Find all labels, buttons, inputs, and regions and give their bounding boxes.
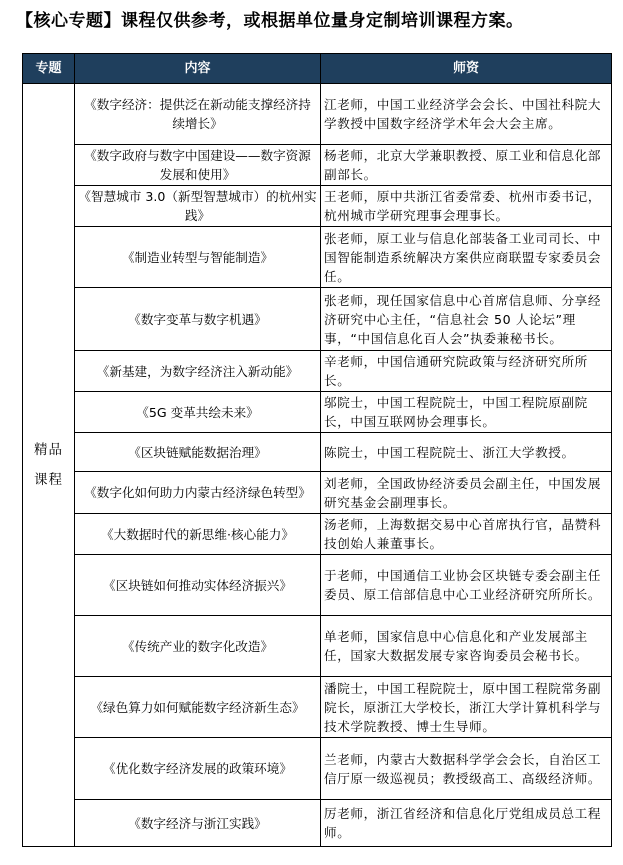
- course-teacher: 王老师，原中共浙江省委常委、杭州市委书记，杭州城市学研究理事会理事长。: [321, 186, 612, 227]
- course-teacher: 张老师，原工业与信息化部装备工业司司长、中国智能制造系统解决方案供应商联盟专家委员会任。: [321, 227, 612, 288]
- course-teacher: 厉老师，浙江省经济和信息化厅党组成员总工程师。: [321, 800, 612, 847]
- course-title: 《数字政府与数字中国建设——数字资源发展和使用》: [75, 145, 321, 186]
- table-row: [23, 145, 612, 186]
- course-teacher: 汤老师，上海数据交易中心首席执行官，晶赞科技创始人兼董事长。: [321, 514, 612, 555]
- course-teacher: 邬院士，中国工程院院士，中国工程院原副院长，中国互联网协会理事长。: [321, 392, 612, 433]
- course-teacher: 潘院士，中国工程院院士，原中国工程院常务副院长，原浙江大学校长，浙江大学计算机科学与技术学院教授、博士生导师。: [321, 677, 612, 738]
- course-teacher: 张老师，现任国家信息中心首席信息师、分享经济研究中心主任，“信息社会 50 人论坛”理事，“中国信息化百人会”执委兼秘书长。: [321, 288, 612, 351]
- course-title: 《数字化如何助力内蒙古经济绿色转型》: [75, 472, 321, 514]
- table-row: [23, 433, 612, 472]
- table-header-row: [23, 54, 612, 84]
- course-title: 《新基建，为数字经济注入新动能》: [75, 351, 321, 392]
- course-teacher: 杨老师，北京大学兼职教授、原工业和信息化部副部长。: [321, 145, 612, 186]
- table-row: [23, 677, 612, 738]
- header-teacher: 师资: [321, 54, 612, 84]
- topic-line: 课程: [34, 472, 63, 488]
- header-content: 内容: [75, 54, 321, 84]
- table-row: [23, 84, 612, 145]
- course-title: 《大数据时代的新思维·核心能力》: [75, 514, 321, 555]
- course-teacher: 陈院士，中国工程院院士、浙江大学教授。: [321, 433, 612, 472]
- course-title: 《5G 变革共绘未来》: [75, 392, 321, 433]
- table-row: [23, 392, 612, 433]
- course-teacher: 江老师，中国工业经济学会会长、中国社科院大学教授中国数字经济学术年会大会主席。: [321, 84, 612, 145]
- course-title: 《区块链赋能数据治理》: [75, 433, 321, 472]
- table-row: [23, 186, 612, 227]
- course-teacher: 单老师，国家信息中心信息化和产业发展部主任，国家大数据发展专家咨询委员会秘书长。: [321, 616, 612, 677]
- table-row: [23, 227, 612, 288]
- course-title: 《数字变革与数字机遇》: [75, 288, 321, 351]
- course-title: 《数字经济与浙江实践》: [75, 800, 321, 847]
- table-row: [23, 738, 612, 800]
- course-title: 《优化数字经济发展的政策环境》: [75, 738, 321, 800]
- course-teacher: 刘老师，全国政协经济委员会副主任，中国发展研究基金会副理事长。: [321, 472, 612, 514]
- table-row: [23, 351, 612, 392]
- table-row: [23, 472, 612, 514]
- course-teacher: 于老师，中国通信工业协会区块链专委会副主任委员、原工信部信息中心工业经济研究所所长。: [321, 555, 612, 616]
- header-topic: 专题: [23, 54, 75, 84]
- course-title: 《数字经济：提供泛在新动能支撑经济持续增长》: [75, 84, 321, 145]
- page-heading: 【核心专题】课程仅供参考，或根据单位量身定制培训课程方案。: [16, 11, 524, 31]
- course-title: 《制造业转型与智能制造》: [75, 227, 321, 288]
- course-title: 《智慧城市 3.0（新型智慧城市）的杭州实践》: [75, 186, 321, 227]
- table-row: [23, 800, 612, 847]
- table-row: [23, 514, 612, 555]
- table-row: [23, 555, 612, 616]
- course-table: [22, 53, 612, 847]
- course-title: 《绿色算力如何赋能数字经济新生态》: [75, 677, 321, 738]
- table-row: [23, 616, 612, 677]
- topic-line: 精品: [34, 442, 63, 458]
- topic-cell: [23, 84, 75, 847]
- course-title: 《区块链如何推动实体经济振兴》: [75, 555, 321, 616]
- table-row: [23, 288, 612, 351]
- course-teacher: 兰老师，内蒙古大数据科学学会会长，自治区工信厅原一级巡视员；教授级高工、高级经济师。: [321, 738, 612, 800]
- course-title: 《传统产业的数字化改造》: [75, 616, 321, 677]
- course-teacher: 辛老师，中国信通研究院政策与经济研究所所长。: [321, 351, 612, 392]
